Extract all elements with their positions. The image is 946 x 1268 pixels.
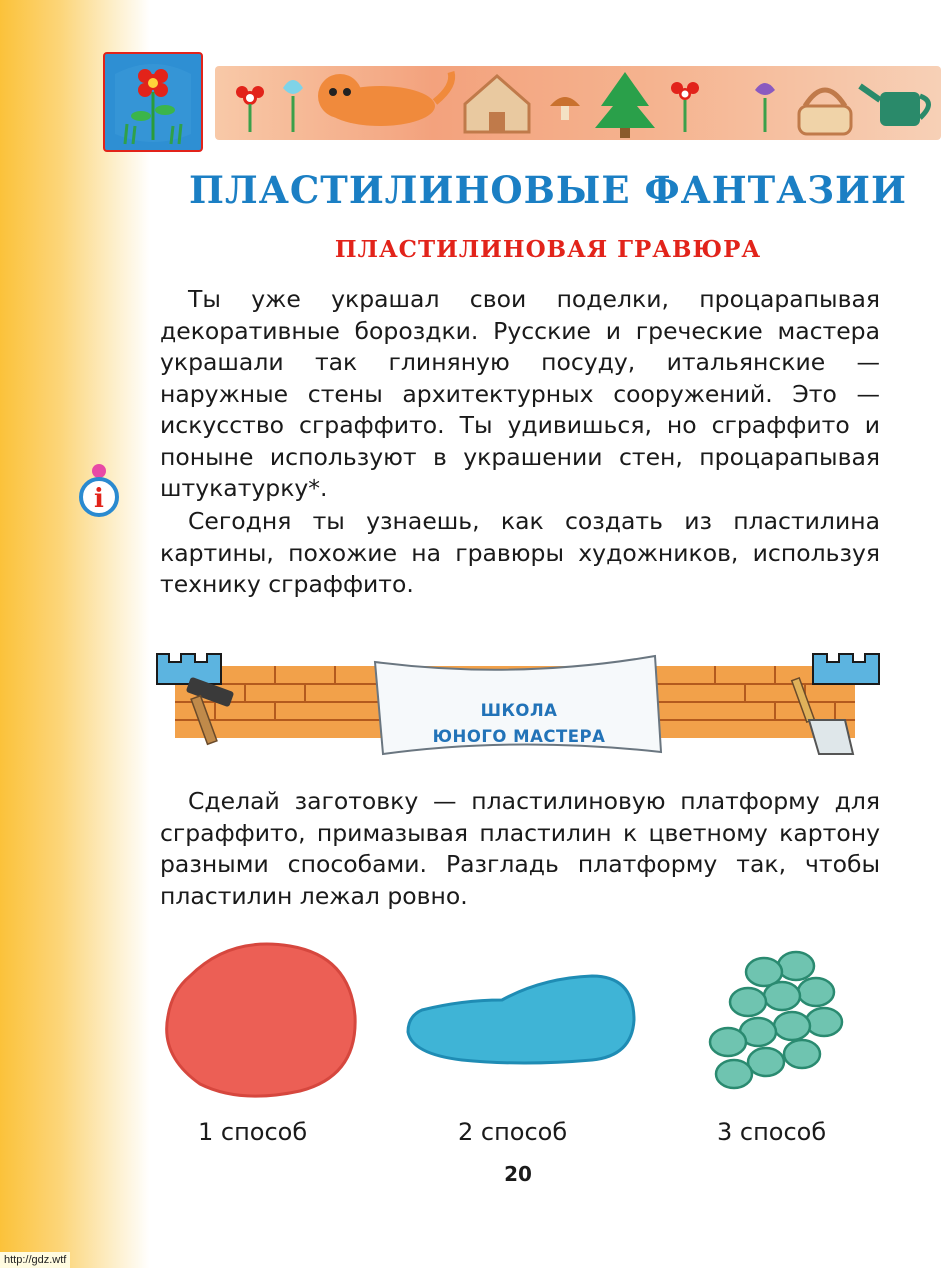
- tree-icon: [595, 72, 655, 138]
- method-2-label: 2 способ: [458, 1118, 568, 1146]
- page-number: 20: [504, 1162, 532, 1186]
- today-paragraph: Сегодня ты узнаешь, как создать из пластилина картины, похожие на гравюры художников, используя технику сграффито.: [160, 507, 880, 598]
- flower-icon: [105, 54, 201, 150]
- flower-tile-icon: [103, 52, 203, 152]
- banner-line-2: ЮНОГО МАСТЕРА: [432, 727, 606, 746]
- tulip-icon: [283, 80, 303, 132]
- tulip-icon: [755, 83, 775, 132]
- mushroom-icon: [550, 97, 580, 120]
- house-icon: [465, 76, 529, 132]
- task-paragraph: Сделай заготовку — пластилиновую платформу для сграффито, примазывая пластилин к цветному картону разными способами. Разгладь платформу так, чтобы пластилин лежал ровно.: [160, 787, 880, 910]
- info-icon: [78, 462, 120, 518]
- watering-can-icon: [860, 86, 929, 126]
- method-2-blob: [402, 970, 642, 1080]
- basket-icon: [799, 90, 851, 134]
- watermark-link[interactable]: http://gdz.wtf: [0, 1252, 70, 1268]
- intro-paragraph: Ты уже украшал свои поделки, процарапывая декоративные бороздки. Русские и греческие мастера украшали так глиняную посуду, итальянские — наружные стены архитектурных сооружений. Это — искусство сграффито. Ты удивишься, но сграффито и поныне используют в украшении стен, процарапывая штукатурку*.: [160, 285, 880, 502]
- flower-icon: [671, 82, 699, 132]
- section-subtitle: ПЛАСТИЛИНОВАЯ ГРАВЮРА: [334, 236, 762, 263]
- method-3-label: 3 способ: [717, 1118, 827, 1146]
- svg-text:i: i: [94, 484, 104, 514]
- tower-right: [813, 654, 879, 684]
- flower-icon: [236, 86, 264, 132]
- banner-label: [392, 698, 646, 750]
- banner-line-1: ШКОЛА: [480, 701, 558, 720]
- method-1-label: 1 способ: [198, 1118, 308, 1146]
- page-title: ПЛАСТИЛИНОВЫЕ ФАНТАЗИИ: [189, 168, 907, 212]
- method-1-blob: [160, 936, 360, 1100]
- header-decor-band: [215, 66, 941, 140]
- tower-left: [157, 654, 221, 684]
- cat-icon: [318, 72, 452, 126]
- side-color-strip: [0, 0, 150, 1268]
- method-3-blob: [706, 946, 846, 1096]
